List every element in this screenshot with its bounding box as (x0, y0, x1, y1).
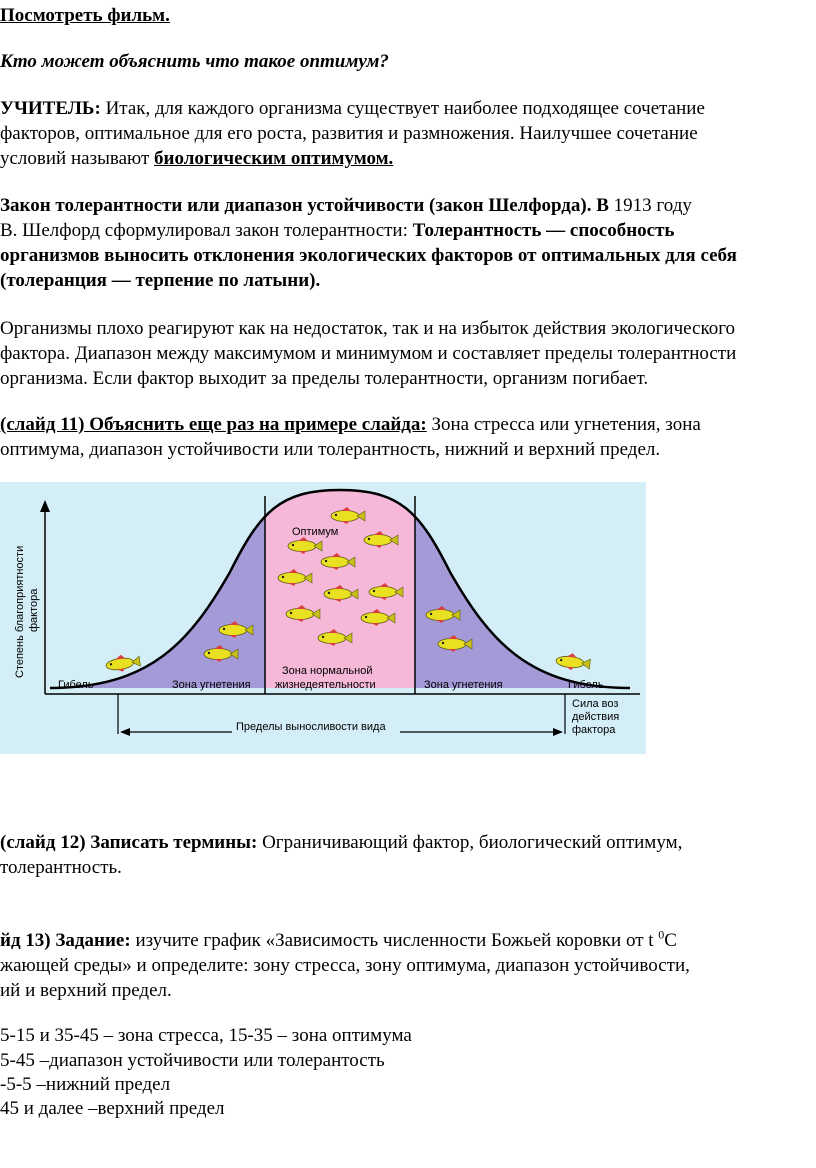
y-axis-label-1: Степень благоприятности (14, 545, 26, 678)
teacher-line-2: факторов, оптимальное для его роста, развития и размножения. Наилучшее сочетание (0, 123, 698, 144)
answer-item: 5-15 и 35-45 – зона стресса, 15-35 – зона оптимума (0, 1025, 412, 1046)
slide13-line-1 (0, 929, 677, 953)
law-line-1 (0, 194, 692, 218)
answer-item: -5-5 –нижний предел (0, 1074, 171, 1095)
teacher-line-3 (0, 147, 393, 171)
slide13-line-3: ий и верхний предел. (0, 980, 172, 1001)
term-biological-optimum: биологическим оптимумом. (154, 148, 394, 169)
slide12-line-1 (0, 831, 682, 855)
death-right-label: Гибель (568, 679, 604, 691)
answer-item: 5-45 –диапазон устойчивости или толерантость (0, 1050, 385, 1071)
slide11-line-1 (0, 413, 701, 437)
slide12-label: (слайд 12) Записать термины: (0, 832, 258, 853)
law-line-3: организмов выносить отклонения экологических факторов от оптимальных для себя (0, 245, 737, 266)
teacher-label: УЧИТЕЛЬ: (0, 98, 101, 119)
slide13-line-2: жающей среды» и определите: зону стресса, зону оптимума, диапазон устойчивости, (0, 955, 690, 976)
law-title: Закон толерантности или диапазон устойчивости (закон Шелфорда). В (0, 195, 609, 216)
slide11-text: Зона стресса или угнетения, зона (426, 414, 701, 435)
slide11-label: (слайд 11) Объяснить еще раз на примере слайда: (0, 414, 427, 435)
law-line-2-start: В. Шелфорд сформулировал закон толерантности: (0, 220, 413, 241)
zone-left-label: Зона угнетения (172, 679, 251, 691)
slide13-text: изучите график «Зависимость численности Божьей коровки от t (130, 930, 659, 951)
death-left-label: Гибель (58, 679, 94, 691)
zone-normal-label-1: Зона нормальной (282, 665, 373, 677)
organisms-line-3: организма. Если фактор выходит за пределы толерантности, организм погибает. (0, 368, 649, 389)
optimum-label: Оптимум (292, 526, 339, 538)
answer-item: 45 и далее –верхний предел (0, 1098, 225, 1119)
slide13-label: йд 13) Задание: (0, 930, 131, 951)
law-line-4: (толеранция — терпение по латыни). (0, 270, 321, 291)
factor-label-3: фактора (572, 724, 616, 736)
tolerance-figure (0, 482, 646, 754)
y-axis-label-2: фактора (28, 588, 40, 632)
heading: Посмотреть фильм. (0, 5, 170, 26)
factor-label-2: действия (572, 711, 620, 723)
teacher-line-3-start: условий называют (0, 148, 154, 169)
law-definition: Толерантность — способность (412, 220, 675, 241)
slide12-line-2: толерантность. (0, 857, 122, 878)
degree-superscript: 0 (658, 927, 665, 942)
zone-normal-label-2: жизнедеятельности (275, 679, 376, 691)
factor-label-1: Сила воз (572, 698, 619, 710)
slide11-line-2: оптимума, диапазон устойчивости или толерантность, нижний и верхний предел. (0, 439, 661, 460)
law-line-2 (0, 219, 674, 243)
organisms-line-1: Организмы плохо реагируют как на недостаток, так и на избыток действия экологического (0, 318, 736, 339)
slide12-text: Ограничивающий фактор, биологический оптимум, (257, 832, 683, 853)
organisms-line-2: фактора. Диапазон между максимумом и минимумом и составляет пределы толерантности (0, 343, 737, 364)
teacher-text-rest: для каждого организма существует наиболее подходящее сочетание (154, 98, 705, 119)
tolerance-diagram (0, 482, 646, 754)
zone-right-label: Зона угнетения (424, 679, 503, 691)
slide13-unit: С (664, 930, 677, 951)
limits-label: Пределы выносливости вида (236, 721, 386, 733)
law-year: 1913 году (608, 195, 692, 216)
teacher-text: Итак, (100, 98, 155, 119)
teacher-line-1 (0, 97, 705, 121)
question: Кто может объяснить что такое оптимум? (0, 51, 389, 72)
